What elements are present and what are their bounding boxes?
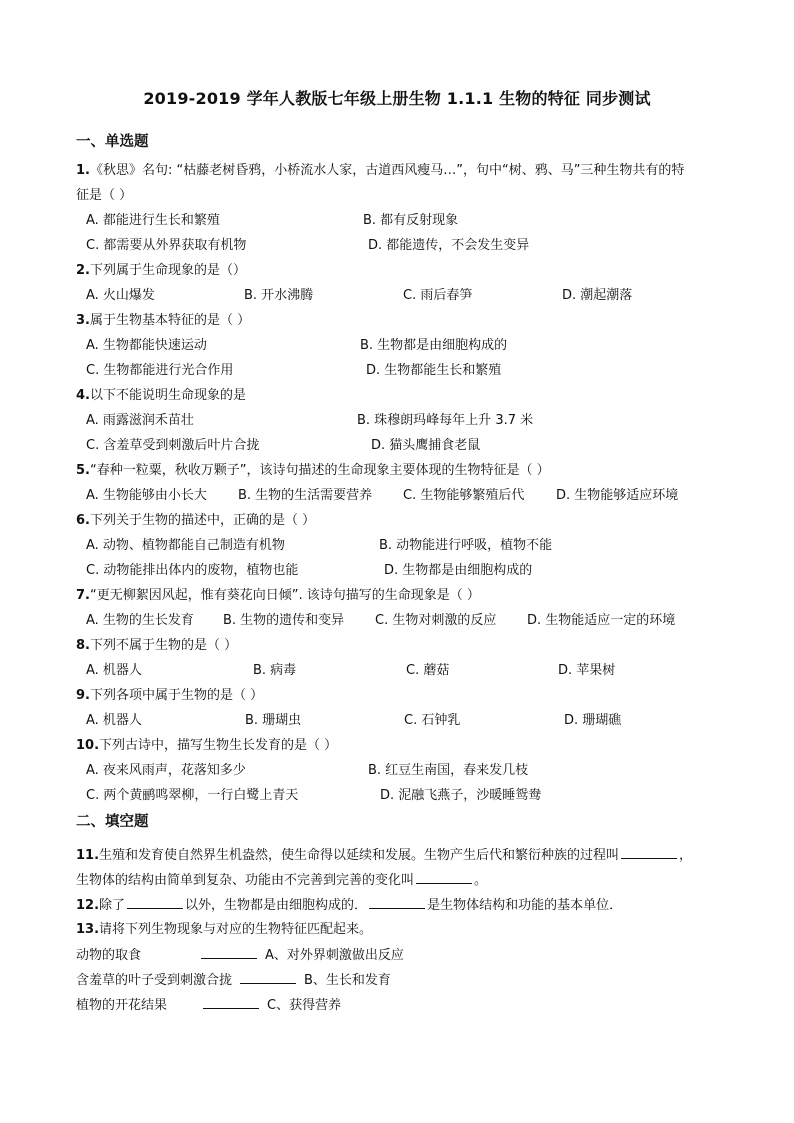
question-12-stem	[76, 896, 622, 915]
question-2-stem	[76, 262, 246, 280]
match-right: B、生长和发育	[304, 973, 391, 988]
question-number: 2.	[76, 263, 90, 278]
q4-option-a: A. 雨露滋润禾苗壮	[86, 413, 194, 428]
question-text: 生物体的结构由简单到复杂、功能由不完善到完善的变化叫	[76, 873, 415, 888]
q7-option-c: C. 生物对刺激的反应	[375, 613, 497, 628]
q9-option-b: B. 珊瑚虫	[245, 713, 302, 728]
q4-option-c: C. 含羞草受到刺激后叶片合拢	[86, 438, 260, 453]
q2-option-a: A. 火山爆发	[86, 288, 155, 303]
question-text: ，	[679, 848, 693, 863]
q2-option-d: D. 潮起潮落	[562, 288, 633, 303]
question-7-stem	[76, 587, 480, 605]
question-11-line-2	[76, 871, 487, 890]
question-text: 属于生物基本特征的是（ ）	[89, 313, 251, 328]
question-text: “春种一粒粟，秋收万颗子”，该诗句描述的生命现象主要体现的生物特征是（ ）	[89, 463, 550, 478]
answer-blank[interactable]	[621, 846, 677, 859]
question-number: 11.	[76, 848, 100, 863]
section-heading-single-choice: 一、单选题	[76, 134, 149, 150]
match-right: A、对外界刺激做出反应	[265, 948, 404, 963]
q9-option-a: A. 机器人	[86, 713, 142, 728]
q1-option-b: B. 都有反射现象	[363, 213, 459, 228]
match-right: C、获得营养	[267, 998, 342, 1013]
question-text: 下列不属于生物的是（ ）	[89, 638, 238, 653]
match-left: 含羞草的叶子受到刺激合拢	[76, 973, 233, 988]
q8-option-b: B. 病毒	[253, 663, 297, 678]
question-6-stem	[76, 512, 315, 530]
q2-option-b: B. 开水沸腾	[244, 288, 314, 303]
question-number: 4.	[76, 388, 90, 403]
q6-option-d: D. 生物都是由细胞构成的	[384, 563, 533, 578]
q5-option-c: C. 生物能够繁殖后代	[403, 488, 525, 503]
question-number: 8.	[76, 638, 90, 653]
question-9-stem	[76, 687, 263, 705]
q8-option-d: D. 苹果树	[558, 663, 616, 678]
q7-option-a: A. 生物的生长发育	[86, 613, 194, 628]
q5-option-a: A. 生物能够由小长大	[86, 488, 207, 503]
match-row-3	[76, 996, 341, 1015]
question-text: 下列属于生命现象的是（）	[89, 263, 246, 278]
q3-option-c: C. 生物都能进行光合作用	[86, 363, 234, 378]
question-text: 下列各项中属于生物的是（ ）	[89, 688, 264, 703]
question-number: 3.	[76, 313, 90, 328]
match-left: 动物的取食	[76, 948, 142, 963]
question-number: 6.	[76, 513, 90, 528]
q9-option-c: C. 石钟乳	[404, 713, 461, 728]
q10-option-b: B. 红豆生南国，春来发几枝	[368, 763, 529, 778]
question-4-stem	[76, 387, 246, 405]
q10-option-c: C. 两个黄鹂鸣翠柳，一行白鹭上青天	[86, 788, 299, 803]
question-text: 是生物体结构和功能的基本单位．	[427, 898, 623, 913]
q3-option-a: A. 生物都能快速运动	[86, 338, 207, 353]
q3-option-d: D. 生物都能生长和繁殖	[366, 363, 502, 378]
question-text: 。	[474, 873, 488, 888]
q5-option-b: B. 生物的生活需要营养	[238, 488, 373, 503]
q1-option-d: D. 都能遗传，不会发生变异	[368, 238, 530, 253]
question-number: 5.	[76, 463, 90, 478]
question-11-line-1	[76, 846, 692, 865]
question-number: 7.	[76, 588, 90, 603]
question-text: 以外，生物都是由细胞构成的．	[185, 898, 368, 913]
q1-option-a: A. 都能进行生长和繁殖	[86, 213, 220, 228]
q4-option-d: D. 猫头鹰捕食老鼠	[371, 438, 481, 453]
q7-option-d: D. 生物能适应一定的环境	[527, 613, 676, 628]
answer-blank[interactable]	[416, 871, 472, 884]
question-13-stem	[76, 921, 372, 939]
q6-option-a: A. 动物、植物都能自己制造有机物	[86, 538, 285, 553]
question-text: 下列关于生物的描述中，正确的是（ ）	[89, 513, 316, 528]
answer-blank[interactable]	[127, 896, 183, 909]
match-row-1	[76, 946, 404, 965]
q9-option-d: D. 珊瑚礁	[564, 713, 622, 728]
question-8-stem	[76, 637, 237, 655]
answer-blank[interactable]	[240, 971, 296, 984]
q8-option-a: A. 机器人	[86, 663, 142, 678]
question-number: 12.	[76, 898, 100, 913]
page-title: 2019-2019 学年人教版七年级上册生物 1.1.1 生物的特征 同步测试	[143, 89, 651, 108]
question-5-stem	[76, 462, 550, 480]
q10-option-a: A. 夜来风雨声，花落知多少	[86, 763, 246, 778]
answer-blank[interactable]	[203, 996, 259, 1009]
answer-blank[interactable]	[201, 946, 257, 959]
q4-option-b: B. 珠穆朗玛峰每年上升 3.7 米	[357, 413, 534, 428]
q7-option-b: B. 生物的遗传和变异	[223, 613, 345, 628]
q6-option-c: C. 动物能排出体内的废物，植物也能	[86, 563, 299, 578]
question-1-stem-cont: 征是（ ）	[76, 188, 133, 203]
question-number: 10.	[76, 738, 100, 753]
question-text: 请将下列生物现象与对应的生物特征匹配起来。	[99, 922, 373, 937]
answer-blank[interactable]	[369, 896, 425, 909]
section-heading-fill-blank: 二、填空题	[76, 814, 149, 830]
match-left: 植物的开花结果	[76, 998, 168, 1013]
question-text: 《秋思》名句: “枯藤老树昏鸦，小桥流水人家，古道西风瘦马…”，句中“树、鸦、马”三种生物共有的特	[89, 163, 685, 178]
question-10-stem	[76, 737, 337, 755]
question-number: 9.	[76, 688, 90, 703]
q6-option-b: B. 动物能进行呼吸，植物不能	[379, 538, 553, 553]
q10-option-d: D. 泥融飞燕子，沙暖睡鸳鸯	[380, 788, 542, 803]
q5-option-d: D. 生物能够适应环境	[556, 488, 679, 503]
question-number: 13.	[76, 922, 100, 937]
question-3-stem	[76, 312, 250, 330]
match-row-2	[76, 971, 391, 990]
question-text: 除了	[99, 898, 126, 913]
question-text: 生殖和发育使自然界生机盎然，使生命得以延续和发展。生物产生后代和繁衍种族的过程叫	[99, 848, 620, 863]
question-text: “更无柳絮因风起，惟有葵花向日倾”. 该诗句描写的生命现象是（ ）	[89, 588, 480, 603]
q8-option-c: C. 蘑菇	[406, 663, 450, 678]
q2-option-c: C. 雨后春笋	[403, 288, 473, 303]
question-1-stem	[76, 162, 684, 180]
question-text: 下列古诗中，描写生物生长发育的是（ ）	[99, 738, 338, 753]
question-number: 1.	[76, 163, 90, 178]
q3-option-b: B. 生物都是由细胞构成的	[360, 338, 508, 353]
question-text: 以下不能说明生命现象的是	[89, 388, 246, 403]
q1-option-c: C. 都需要从外界获取有机物	[86, 238, 247, 253]
